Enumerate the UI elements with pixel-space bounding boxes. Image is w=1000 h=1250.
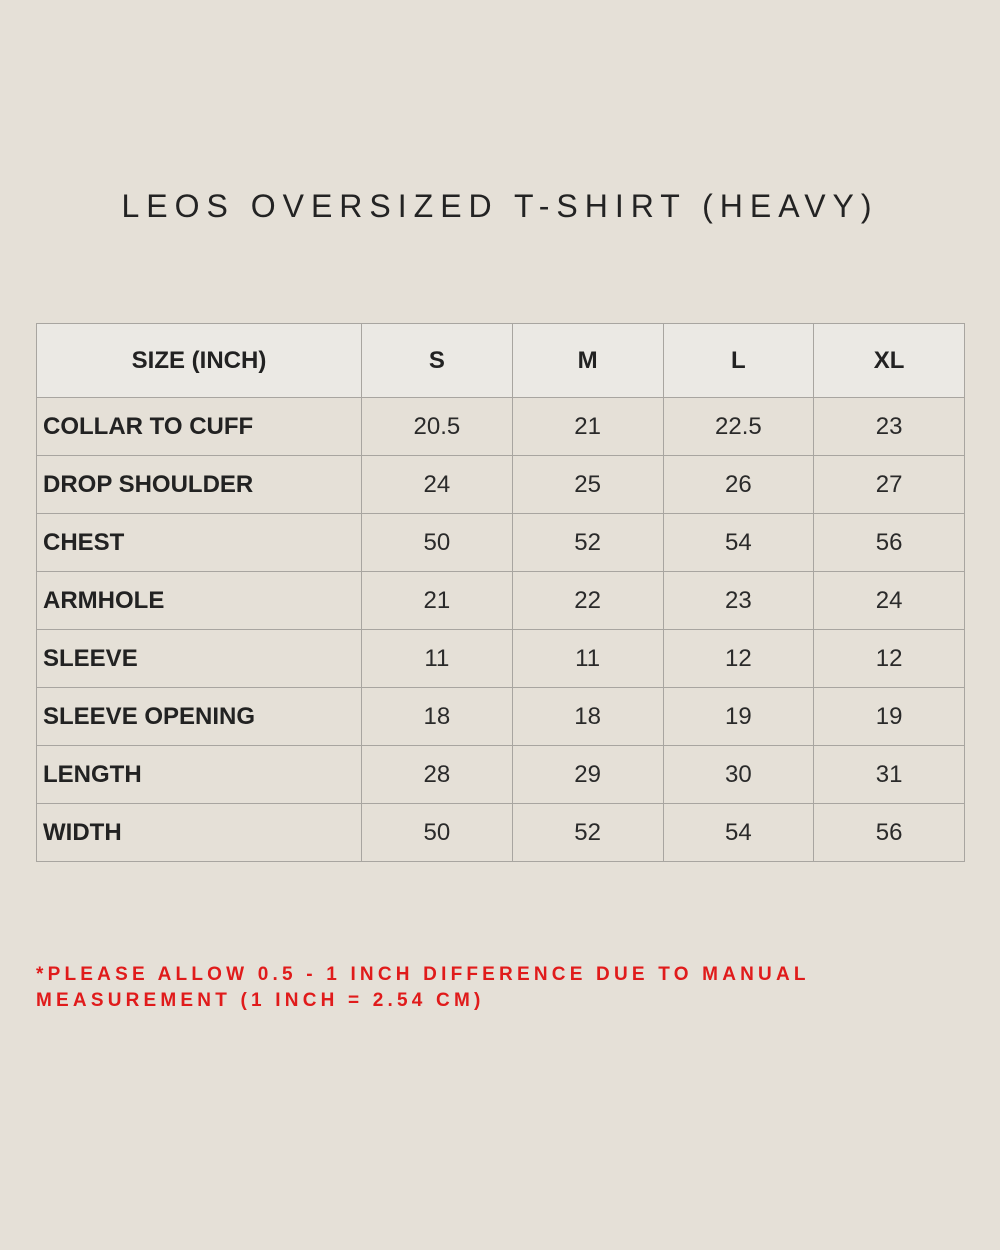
table-row — [37, 514, 965, 572]
table-cell: 54 — [663, 514, 814, 572]
header-cell-xl: XL — [814, 324, 965, 398]
table-cell: 18 — [512, 688, 663, 746]
table-cell: 19 — [814, 688, 965, 746]
size-chart-table — [36, 323, 965, 862]
table-cell: 22.5 — [663, 398, 814, 456]
header-row — [37, 324, 965, 398]
table-cell: 18 — [362, 688, 513, 746]
row-label: WIDTH — [37, 804, 362, 862]
measurement-note-line-2: MEASUREMENT (1 INCH = 2.54 CM) — [36, 990, 485, 1011]
table-cell: 28 — [362, 746, 513, 804]
table-cell: 52 — [512, 804, 663, 862]
table-cell: 24 — [362, 456, 513, 514]
measurement-note — [36, 962, 936, 1014]
table-cell: 21 — [362, 572, 513, 630]
table-cell: 56 — [814, 804, 965, 862]
table-cell: 24 — [814, 572, 965, 630]
table-cell: 20.5 — [362, 398, 513, 456]
table-row — [37, 804, 965, 862]
table-header — [37, 324, 965, 398]
table-row — [37, 688, 965, 746]
row-label: COLLAR TO CUFF — [37, 398, 362, 456]
table-cell: 22 — [512, 572, 663, 630]
header-cell-m: M — [512, 324, 663, 398]
table-cell: 25 — [512, 456, 663, 514]
table-cell: 50 — [362, 804, 513, 862]
table-cell: 56 — [814, 514, 965, 572]
table-row — [37, 630, 965, 688]
table-cell: 31 — [814, 746, 965, 804]
table-row — [37, 746, 965, 804]
page-title: LEOS OVERSIZED T-SHIRT (HEAVY) — [121, 188, 879, 224]
row-label: ARMHOLE — [37, 572, 362, 630]
table-cell: 29 — [512, 746, 663, 804]
table-row — [37, 572, 965, 630]
table-cell: 11 — [362, 630, 513, 688]
header-cell-l: L — [663, 324, 814, 398]
table-cell: 50 — [362, 514, 513, 572]
row-label: DROP SHOULDER — [37, 456, 362, 514]
row-label: SLEEVE OPENING — [37, 688, 362, 746]
table-cell: 30 — [663, 746, 814, 804]
table-cell: 11 — [512, 630, 663, 688]
table-body — [37, 398, 965, 862]
table-cell: 52 — [512, 514, 663, 572]
table-cell: 19 — [663, 688, 814, 746]
table-cell: 12 — [663, 630, 814, 688]
measurement-note-line-1: *PLEASE ALLOW 0.5 - 1 INCH DIFFERENCE DUE TO MANUAL — [36, 964, 810, 985]
row-label: SLEEVE — [37, 630, 362, 688]
table-cell: 21 — [512, 398, 663, 456]
table-cell: 23 — [663, 572, 814, 630]
table-cell: 12 — [814, 630, 965, 688]
table-cell: 54 — [663, 804, 814, 862]
row-label: LENGTH — [37, 746, 362, 804]
table-cell: 26 — [663, 456, 814, 514]
row-label: CHEST — [37, 514, 362, 572]
table-row — [37, 456, 965, 514]
table-cell: 23 — [814, 398, 965, 456]
table-cell: 27 — [814, 456, 965, 514]
table-row — [37, 398, 965, 456]
header-cell-size-label: SIZE (INCH) — [37, 324, 362, 398]
header-cell-s: S — [362, 324, 513, 398]
